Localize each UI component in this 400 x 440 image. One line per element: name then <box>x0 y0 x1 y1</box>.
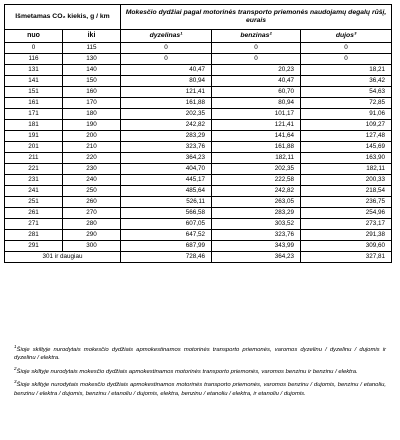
cell-gas: 327,81 <box>301 252 392 263</box>
cell-gas: 309,60 <box>301 241 392 252</box>
cell-diesel: 323,76 <box>121 142 212 153</box>
table-row <box>5 164 392 175</box>
cell-from: 201 <box>5 142 63 153</box>
col-to-header: iki <box>63 30 121 43</box>
cell-diesel: 404,70 <box>121 164 212 175</box>
cell-to: 140 <box>63 65 121 76</box>
cell-petrol: 161,88 <box>212 142 301 153</box>
col-gas-header: dujos³ <box>301 30 392 43</box>
cell-gas: 127,48 <box>301 131 392 142</box>
cell-gas: 54,63 <box>301 87 392 98</box>
cell-range-label: 301 ir daugiau <box>5 252 121 263</box>
cell-diesel: 526,11 <box>121 197 212 208</box>
cell-petrol: 0 <box>212 54 301 65</box>
cell-gas: 0 <box>301 43 392 54</box>
table-row <box>5 153 392 164</box>
cell-from: 161 <box>5 98 63 109</box>
col-petrol-header: benzinas² <box>212 30 301 43</box>
cell-gas: 236,75 <box>301 197 392 208</box>
cell-to: 160 <box>63 87 121 98</box>
cell-from: 191 <box>5 131 63 142</box>
cell-diesel: 242,82 <box>121 120 212 131</box>
cell-petrol: 283,29 <box>212 208 301 219</box>
cell-from: 211 <box>5 153 63 164</box>
cell-to: 280 <box>63 219 121 230</box>
co2-tax-table <box>4 4 392 263</box>
footnote-2-text: Šioje skiltyje nurodytais mokesčio dydžiais apmokestinamos motorinės transporto priemonės, varomos benzinu ir benzinu / elektra. <box>16 368 358 375</box>
cell-to: 130 <box>63 54 121 65</box>
cell-petrol: 60,70 <box>212 87 301 98</box>
cell-gas: 72,85 <box>301 98 392 109</box>
cell-to: 290 <box>63 230 121 241</box>
table-row <box>5 230 392 241</box>
col-diesel-header: dyzelinas¹ <box>121 30 212 43</box>
table-row <box>5 87 392 98</box>
cell-to: 180 <box>63 109 121 120</box>
cell-from: 151 <box>5 87 63 98</box>
table-row <box>5 175 392 186</box>
cell-from: 241 <box>5 186 63 197</box>
cell-petrol: 242,82 <box>212 186 301 197</box>
cell-petrol: 222,58 <box>212 175 301 186</box>
cell-diesel: 445,17 <box>121 175 212 186</box>
cell-from: 171 <box>5 109 63 120</box>
cell-diesel: 0 <box>121 54 212 65</box>
table-body <box>5 43 392 263</box>
cell-gas: 0 <box>301 54 392 65</box>
table-row <box>5 186 392 197</box>
cell-to: 270 <box>63 208 121 219</box>
cell-diesel: 728,46 <box>121 252 212 263</box>
cell-from: 141 <box>5 76 63 87</box>
table-row <box>5 109 392 120</box>
cell-gas: 109,27 <box>301 120 392 131</box>
cell-to: 115 <box>63 43 121 54</box>
cell-gas: 291,38 <box>301 230 392 241</box>
cell-from: 271 <box>5 219 63 230</box>
footnote-2 <box>14 365 386 376</box>
table-row <box>5 98 392 109</box>
footnote-3-text: Šioje skiltyje nurodytais mokesčio dydžiais apmokestinamos motorinės transporto priemonės, varomos benzinu / dujomis, benzinu / etanoliu, benzinu / elektra / dujomis, benzinu / etanoliu / dujomis, elektra, benzinu / etanoliu / elektra, ir etanoliu / dujomis. <box>14 382 386 397</box>
cell-petrol: 323,76 <box>212 230 301 241</box>
cell-petrol: 101,17 <box>212 109 301 120</box>
cell-gas: 254,96 <box>301 208 392 219</box>
cell-diesel: 40,47 <box>121 65 212 76</box>
footnote-1 <box>14 346 386 363</box>
cell-diesel: 687,99 <box>121 241 212 252</box>
cell-to: 150 <box>63 76 121 87</box>
footnote-3 <box>14 381 386 398</box>
cell-gas: 163,90 <box>301 153 392 164</box>
cell-diesel: 566,58 <box>121 208 212 219</box>
table-row <box>5 131 392 142</box>
cell-gas: 273,17 <box>301 219 392 230</box>
co2-header: Išmetamas CO₂ kiekis, g / km <box>5 5 121 30</box>
table-row <box>5 43 392 54</box>
table-row <box>5 54 392 65</box>
tax-rates-header: Mokesčio dydžiai pagal motorinės transporto priemonės naudojamų degalų rūšį, eurais <box>121 5 392 30</box>
cell-diesel: 485,64 <box>121 186 212 197</box>
cell-petrol: 0 <box>212 43 301 54</box>
cell-gas: 18,21 <box>301 65 392 76</box>
cell-to: 250 <box>63 186 121 197</box>
table-row <box>5 76 392 87</box>
cell-from: 291 <box>5 241 63 252</box>
cell-diesel: 161,88 <box>121 98 212 109</box>
cell-to: 260 <box>63 197 121 208</box>
cell-petrol: 80,94 <box>212 98 301 109</box>
cell-from: 131 <box>5 65 63 76</box>
cell-gas: 145,69 <box>301 142 392 153</box>
footnote-1-number: 1 <box>14 344 17 350</box>
table-row <box>5 208 392 219</box>
cell-from: 221 <box>5 164 63 175</box>
cell-to: 190 <box>63 120 121 131</box>
table-row <box>5 219 392 230</box>
cell-diesel: 0 <box>121 43 212 54</box>
cell-petrol: 343,99 <box>212 241 301 252</box>
cell-from: 0 <box>5 43 63 54</box>
cell-petrol: 141,64 <box>212 131 301 142</box>
cell-gas: 182,11 <box>301 164 392 175</box>
cell-diesel: 364,23 <box>121 153 212 164</box>
cell-petrol: 364,23 <box>212 252 301 263</box>
table-row <box>5 197 392 208</box>
table-row-last <box>5 252 392 263</box>
cell-petrol: 40,47 <box>212 76 301 87</box>
cell-petrol: 121,41 <box>212 120 301 131</box>
cell-diesel: 202,35 <box>121 109 212 120</box>
cell-diesel: 647,52 <box>121 230 212 241</box>
table-row <box>5 120 392 131</box>
cell-gas: 36,42 <box>301 76 392 87</box>
table-row <box>5 142 392 153</box>
cell-from: 251 <box>5 197 63 208</box>
cell-petrol: 202,35 <box>212 164 301 175</box>
cell-gas: 91,06 <box>301 109 392 120</box>
cell-petrol: 263,05 <box>212 197 301 208</box>
table-row <box>5 65 392 76</box>
cell-petrol: 303,52 <box>212 219 301 230</box>
cell-to: 240 <box>63 175 121 186</box>
cell-from: 231 <box>5 175 63 186</box>
cell-gas: 218,54 <box>301 186 392 197</box>
cell-petrol: 20,23 <box>212 65 301 76</box>
cell-diesel: 121,41 <box>121 87 212 98</box>
footnotes <box>14 346 386 403</box>
cell-diesel: 80,94 <box>121 76 212 87</box>
footnote-2-number: 2 <box>14 365 17 371</box>
footnote-3-number: 3 <box>14 379 17 385</box>
cell-to: 220 <box>63 153 121 164</box>
table-row <box>5 241 392 252</box>
cell-from: 281 <box>5 230 63 241</box>
cell-to: 170 <box>63 98 121 109</box>
cell-to: 200 <box>63 131 121 142</box>
cell-gas: 200,33 <box>301 175 392 186</box>
footnote-1-text: Šioje skiltyje nurodytais mokesčio dydžiais apmokestinamos motorinės transporto priemonės, varomos dyzelinu / dyzelinu / dujomis ir dyzelinu / elektra. <box>14 347 386 362</box>
col-from-header: nuo <box>5 30 63 43</box>
cell-to: 230 <box>63 164 121 175</box>
cell-to: 210 <box>63 142 121 153</box>
cell-diesel: 607,05 <box>121 219 212 230</box>
cell-from: 181 <box>5 120 63 131</box>
cell-petrol: 182,11 <box>212 153 301 164</box>
cell-from: 116 <box>5 54 63 65</box>
cell-to: 300 <box>63 241 121 252</box>
cell-from: 261 <box>5 208 63 219</box>
cell-diesel: 283,29 <box>121 131 212 142</box>
